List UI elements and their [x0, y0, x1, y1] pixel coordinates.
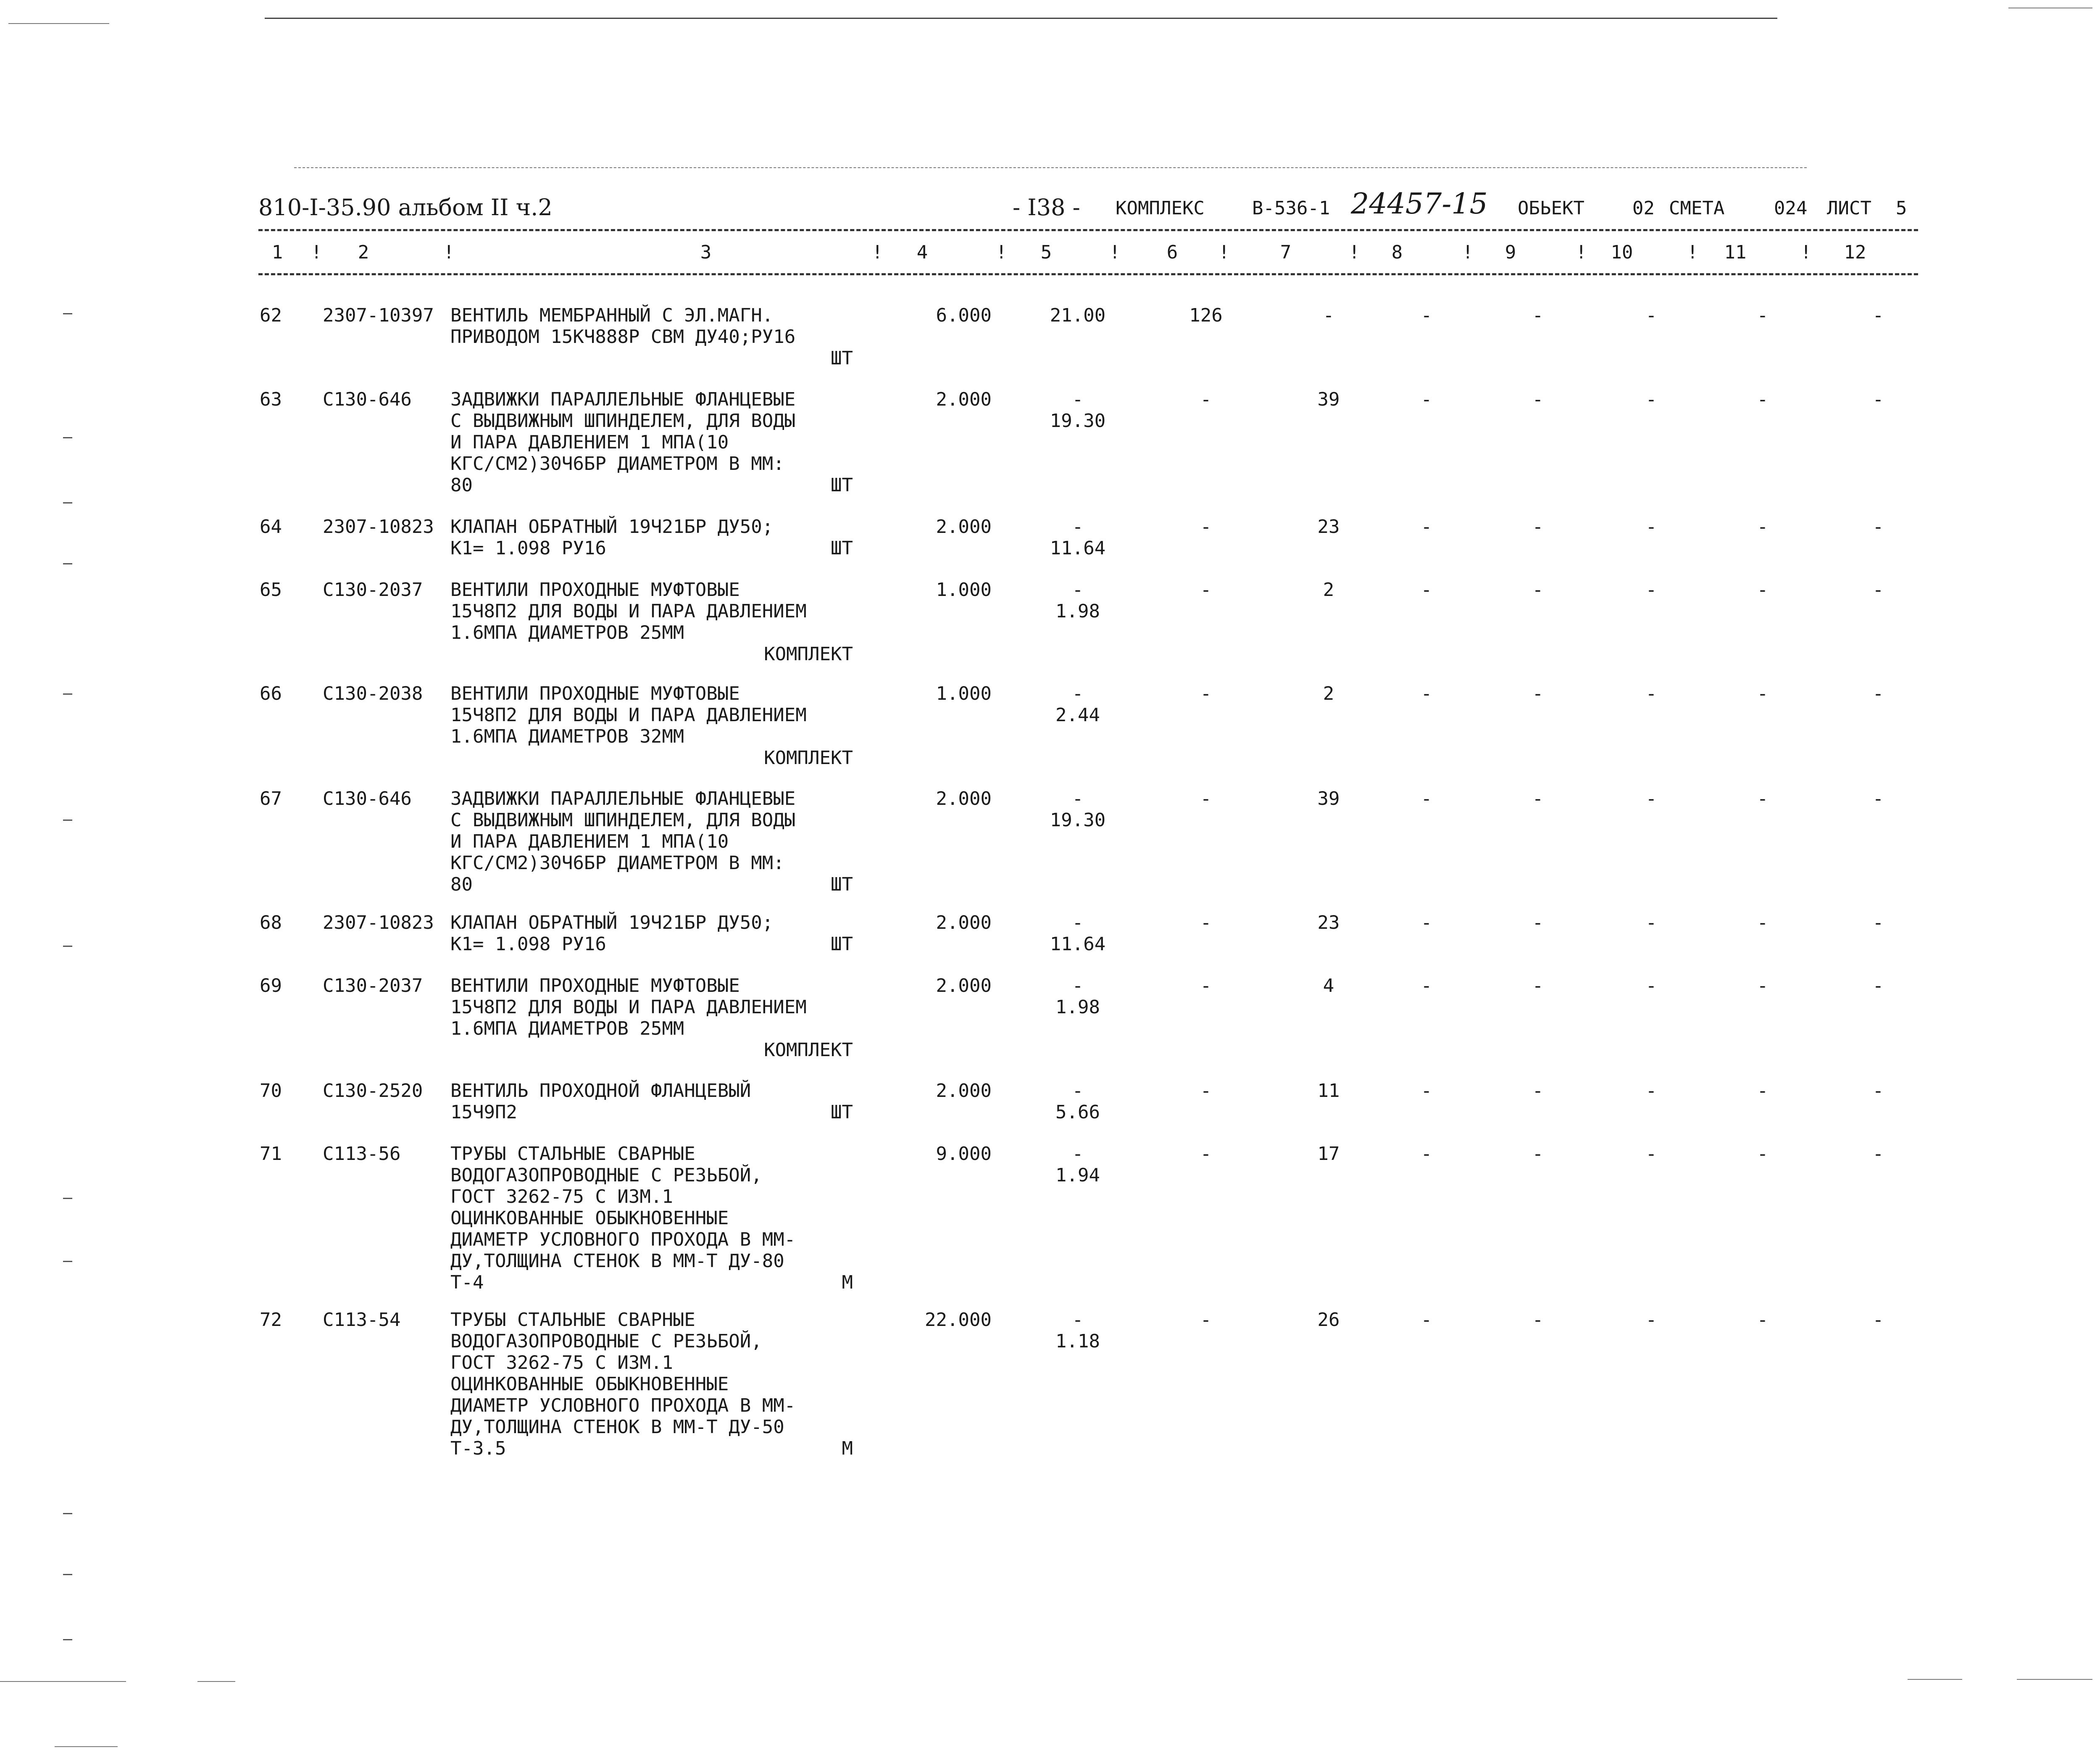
- value-col-11: -: [1757, 1143, 1768, 1165]
- row-number: 64: [260, 516, 282, 538]
- unit-price: - 19.30: [1050, 788, 1106, 831]
- sheet-label: ЛИСТ: [1827, 198, 1871, 219]
- margin-tick: [63, 502, 72, 503]
- column-number: 9: [1505, 242, 1516, 263]
- value-col-10: -: [1645, 975, 1657, 996]
- value-col-8: -: [1421, 975, 1432, 996]
- quantity: 2.000: [936, 975, 992, 996]
- item-name: ЗАДВИЖКИ ПАРАЛЛЕЛЬНЫЕ ФЛАНЦЕВЫЕ С ВЫДВИЖНЫМ ШПИНДЕЛЕМ, ДЛЯ ВОДЫ И ПАРА ДАВЛЕНИЕМ 1 МПА(10 КГС/СМ2)30Ч6БР ДИАМЕТРОМ В ММ: 80: [450, 389, 796, 496]
- value-col-10: -: [1645, 305, 1657, 326]
- column-number: 3: [700, 242, 712, 263]
- value-col-7: 39: [1317, 389, 1340, 410]
- unit-price: - 1.98: [1055, 975, 1100, 1018]
- value-col-12: -: [1872, 912, 1884, 933]
- item-name: КЛАПАН ОБРАТНЫЙ 19Ч21БР ДУ50; К1= 1.098 РУ16: [450, 912, 774, 955]
- unit-of-measure: ШТ: [831, 538, 853, 559]
- row-number: 68: [260, 912, 282, 933]
- value-col-12: -: [1872, 305, 1884, 326]
- price-code: С130-2037: [323, 579, 423, 601]
- column-separator: !: [872, 242, 883, 263]
- price-code: С113-56: [323, 1143, 401, 1165]
- complex-code: В-536-1: [1252, 198, 1330, 219]
- quantity: 1.000: [936, 579, 992, 601]
- value-col-6: -: [1200, 912, 1212, 933]
- value-col-12: -: [1872, 516, 1884, 538]
- object-label: ОБЬЕКТ: [1518, 198, 1584, 219]
- value-col-7: 4: [1323, 975, 1334, 996]
- value-col-11: -: [1757, 975, 1768, 996]
- row-number: 67: [260, 788, 282, 809]
- value-col-10: -: [1645, 683, 1657, 704]
- value-col-11: -: [1757, 516, 1768, 538]
- bottom-left-mark-2: [197, 1681, 235, 1682]
- value-col-8: -: [1421, 683, 1432, 704]
- bottom-corner-mark: [55, 1746, 118, 1747]
- value-col-12: -: [1872, 389, 1884, 410]
- unit-price: - 1.18: [1055, 1309, 1100, 1352]
- unit-price: - 19.30: [1050, 389, 1106, 432]
- price-code: 2307-10823: [323, 516, 434, 538]
- item-name: ВЕНТИЛИ ПРОХОДНЫЕ МУФТОВЫЕ 15Ч8П2 ДЛЯ ВОДЫ И ПАРА ДАВЛЕНИЕМ 1.6МПА ДИАМЕТРОВ 25ММ: [450, 975, 807, 1039]
- item-name: ВЕНТИЛЬ МЕМБРАННЫЙ С ЭЛ.МАГН. ПРИВОДОМ 15КЧ888Р СВМ ДУ40;РУ16: [450, 305, 796, 348]
- price-code: С130-2520: [323, 1080, 423, 1102]
- row-number: 69: [260, 975, 282, 996]
- unit-of-measure: КОМПЛЕКТ: [764, 747, 853, 769]
- unit-of-measure: ШТ: [831, 1102, 853, 1123]
- value-col-11: -: [1757, 305, 1768, 326]
- margin-tick: [63, 693, 72, 695]
- value-col-9: -: [1532, 389, 1544, 410]
- value-col-10: -: [1645, 912, 1657, 933]
- value-col-10: -: [1645, 1309, 1657, 1331]
- value-col-11: -: [1757, 389, 1768, 410]
- value-col-12: -: [1872, 1309, 1884, 1331]
- value-col-7: -: [1323, 305, 1334, 326]
- top-edge-rule: [265, 18, 1777, 19]
- value-col-11: -: [1757, 683, 1768, 704]
- value-col-10: -: [1645, 788, 1657, 809]
- item-name: ТРУБЫ СТАЛЬНЫЕ СВАРНЫЕ ВОДОГАЗОПРОВОДНЫЕ С РЕЗЬБОЙ, ГОСТ 3262-75 С ИЗМ.1 ОЦИНКОВАННЫЕ ОБЫКНОВЕННЫЕ ДИАМЕТР УСЛОВНОГО ПРОХОДА В ММ- ДУ,ТОЛЩИНА СТЕНОК В ММ-Т ДУ-80 Т-4: [450, 1143, 796, 1293]
- unit-price: - 11.64: [1050, 516, 1106, 559]
- value-col-11: -: [1757, 1309, 1768, 1331]
- unit-of-measure: КОМПЛЕКТ: [764, 1039, 853, 1061]
- value-col-12: -: [1872, 579, 1884, 601]
- column-number: 12: [1844, 242, 1866, 263]
- value-col-8: -: [1421, 579, 1432, 601]
- margin-tick: [63, 1574, 72, 1575]
- value-col-8: -: [1421, 389, 1432, 410]
- value-col-6: -: [1200, 579, 1212, 601]
- quantity: 2.000: [936, 788, 992, 809]
- value-col-9: -: [1532, 1143, 1544, 1165]
- row-number: 71: [260, 1143, 282, 1165]
- value-col-7: 39: [1317, 788, 1340, 809]
- page-number: - I38 -: [1013, 194, 1080, 221]
- value-col-8: -: [1421, 516, 1432, 538]
- value-col-8: -: [1421, 788, 1432, 809]
- unit-of-measure: КОМПЛЕКТ: [764, 643, 853, 665]
- column-number: 2: [358, 242, 369, 263]
- price-code: С130-2037: [323, 975, 423, 996]
- value-col-10: -: [1645, 516, 1657, 538]
- column-separator: !: [996, 242, 1007, 263]
- value-col-6: -: [1200, 1309, 1212, 1331]
- item-name: ВЕНТИЛИ ПРОХОДНЫЕ МУФТОВЫЕ 15Ч8П2 ДЛЯ ВОДЫ И ПАРА ДАВЛЕНИЕМ 1.6МПА ДИАМЕТРОВ 25ММ: [450, 579, 807, 643]
- bottom-left-mark: [0, 1681, 126, 1682]
- value-col-7: 23: [1317, 912, 1340, 933]
- value-col-12: -: [1872, 788, 1884, 809]
- margin-tick: [63, 313, 72, 314]
- price-code: С130-2038: [323, 683, 423, 704]
- estimate-label: СМЕТА: [1669, 198, 1725, 219]
- value-col-7: 2: [1323, 683, 1334, 704]
- row-number: 63: [260, 389, 282, 410]
- column-separator: !: [1218, 242, 1230, 263]
- price-code: 2307-10397: [323, 305, 434, 326]
- value-col-6: -: [1200, 1143, 1212, 1165]
- document-reference: 810-I-35.90 альбом II ч.2: [258, 194, 553, 221]
- value-col-11: -: [1757, 579, 1768, 601]
- handwritten-number: 24457-15: [1351, 187, 1488, 221]
- object-number: 02: [1632, 198, 1655, 219]
- column-number: 10: [1611, 242, 1633, 263]
- value-col-12: -: [1872, 1143, 1884, 1165]
- row-number: 66: [260, 683, 282, 704]
- margin-tick: [63, 946, 72, 947]
- item-name: ВЕНТИЛИ ПРОХОДНЫЕ МУФТОВЫЕ 15Ч8П2 ДЛЯ ВОДЫ И ПАРА ДАВЛЕНИЕМ 1.6МПА ДИАМЕТРОВ 32ММ: [450, 683, 807, 747]
- complex-label: КОМПЛЕКС: [1116, 198, 1205, 219]
- column-separator: !: [1349, 242, 1360, 263]
- estimate-number: 024: [1774, 198, 1808, 219]
- quantity: 2.000: [936, 389, 992, 410]
- value-col-9: -: [1532, 516, 1544, 538]
- bottom-right-mark-2: [2017, 1679, 2092, 1680]
- margin-tick: [63, 1513, 72, 1514]
- value-col-11: -: [1757, 788, 1768, 809]
- item-name: ЗАДВИЖКИ ПАРАЛЛЕЛЬНЫЕ ФЛАНЦЕВЫЕ С ВЫДВИЖНЫМ ШПИНДЕЛЕМ, ДЛЯ ВОДЫ И ПАРА ДАВЛЕНИЕМ 1 МПА(10 КГС/СМ2)30Ч6БР ДИАМЕТРОМ В ММ: 80: [450, 788, 796, 895]
- unit-price: - 5.66: [1055, 1080, 1100, 1123]
- unit-price: - 2.44: [1055, 683, 1100, 726]
- value-col-9: -: [1532, 305, 1544, 326]
- margin-tick: [63, 437, 72, 438]
- quantity: 6.000: [936, 305, 992, 326]
- value-col-11: -: [1757, 1080, 1768, 1102]
- value-col-10: -: [1645, 1143, 1657, 1165]
- value-col-9: -: [1532, 1080, 1544, 1102]
- value-col-6: 126: [1189, 305, 1223, 326]
- value-col-8: -: [1421, 1143, 1432, 1165]
- value-col-8: -: [1421, 1080, 1432, 1102]
- column-number: 8: [1391, 242, 1403, 263]
- unit-price: - 1.98: [1055, 579, 1100, 622]
- column-number: 6: [1166, 242, 1178, 263]
- value-col-9: -: [1532, 788, 1544, 809]
- value-col-9: -: [1532, 1309, 1544, 1331]
- value-col-8: -: [1421, 305, 1432, 326]
- unit-of-measure: ШТ: [831, 874, 853, 895]
- row-number: 65: [260, 579, 282, 601]
- value-col-7: 2: [1323, 579, 1334, 601]
- margin-tick: [63, 1261, 72, 1262]
- quantity: 1.000: [936, 683, 992, 704]
- price-code: 2307-10823: [323, 912, 434, 933]
- margin-tick: [63, 820, 72, 821]
- unit-price: - 1.94: [1055, 1143, 1100, 1186]
- value-col-7: 17: [1317, 1143, 1340, 1165]
- quantity: 9.000: [936, 1143, 992, 1165]
- quantity: 2.000: [936, 1080, 992, 1102]
- unit-of-measure: М: [842, 1438, 853, 1459]
- column-separator: !: [1576, 242, 1587, 263]
- quantity: 2.000: [936, 516, 992, 538]
- value-col-8: -: [1421, 912, 1432, 933]
- column-separator: !: [311, 242, 322, 263]
- row-number: 72: [260, 1309, 282, 1331]
- value-col-6: -: [1200, 975, 1212, 996]
- row-number: 62: [260, 305, 282, 326]
- value-col-10: -: [1645, 579, 1657, 601]
- value-col-9: -: [1532, 975, 1544, 996]
- row-number: 70: [260, 1080, 282, 1102]
- upper-faint-rule: [294, 167, 1807, 168]
- unit-price: 21.00: [1050, 305, 1106, 326]
- value-col-12: -: [1872, 1080, 1884, 1102]
- value-col-10: -: [1645, 1080, 1657, 1102]
- price-code: С130-646: [323, 788, 412, 809]
- column-number: 4: [916, 242, 928, 263]
- bottom-right-mark: [1908, 1679, 1962, 1680]
- value-col-9: -: [1532, 912, 1544, 933]
- header-separator-bottom: [258, 273, 1918, 275]
- column-number: 5: [1040, 242, 1052, 263]
- column-number: 1: [271, 242, 283, 263]
- value-col-6: -: [1200, 683, 1212, 704]
- column-separator: !: [1800, 242, 1812, 263]
- item-name: КЛАПАН ОБРАТНЫЙ 19Ч21БР ДУ50; К1= 1.098 РУ16: [450, 516, 774, 559]
- sheet-number: 5: [1896, 198, 1907, 219]
- item-name: ТРУБЫ СТАЛЬНЫЕ СВАРНЫЕ ВОДОГАЗОПРОВОДНЫЕ С РЕЗЬБОЙ, ГОСТ 3262-75 С ИЗМ.1 ОЦИНКОВАННЫЕ ОБЫКНОВЕННЫЕ ДИАМЕТР УСЛОВНОГО ПРОХОДА В ММ- ДУ,ТОЛЩИНА СТЕНОК В ММ-Т ДУ-50 Т-3.5: [450, 1309, 796, 1459]
- unit-of-measure: ШТ: [831, 348, 853, 369]
- unit-price: - 11.64: [1050, 912, 1106, 955]
- value-col-6: -: [1200, 516, 1212, 538]
- value-col-6: -: [1200, 788, 1212, 809]
- column-separator: !: [1462, 242, 1474, 263]
- unit-of-measure: М: [842, 1272, 853, 1293]
- value-col-9: -: [1532, 683, 1544, 704]
- value-col-12: -: [1872, 975, 1884, 996]
- column-separator: !: [1687, 242, 1698, 263]
- value-col-10: -: [1645, 389, 1657, 410]
- item-name: ВЕНТИЛЬ ПРОХОДНОЙ ФЛАНЦЕВЫЙ 15Ч9П2: [450, 1080, 751, 1123]
- price-code: С113-54: [323, 1309, 401, 1331]
- value-col-6: -: [1200, 1080, 1212, 1102]
- column-separator: !: [1109, 242, 1121, 263]
- unit-of-measure: ШТ: [831, 474, 853, 496]
- value-col-11: -: [1757, 912, 1768, 933]
- column-separator: !: [443, 242, 455, 263]
- value-col-7: 11: [1317, 1080, 1340, 1102]
- value-col-9: -: [1532, 579, 1544, 601]
- value-col-7: 26: [1317, 1309, 1340, 1331]
- quantity: 22.000: [925, 1309, 992, 1331]
- value-col-6: -: [1200, 389, 1212, 410]
- margin-tick: [63, 1198, 72, 1199]
- price-code: С130-646: [323, 389, 412, 410]
- value-col-12: -: [1872, 683, 1884, 704]
- header-separator-top: [258, 229, 1918, 231]
- margin-tick: [63, 1639, 72, 1640]
- value-col-7: 23: [1317, 516, 1340, 538]
- value-col-8: -: [1421, 1309, 1432, 1331]
- column-number: 7: [1280, 242, 1292, 263]
- unit-of-measure: ШТ: [831, 933, 853, 955]
- top-left-mark: [8, 23, 109, 24]
- column-number: 11: [1724, 242, 1747, 263]
- margin-tick: [63, 563, 72, 564]
- quantity: 2.000: [936, 912, 992, 933]
